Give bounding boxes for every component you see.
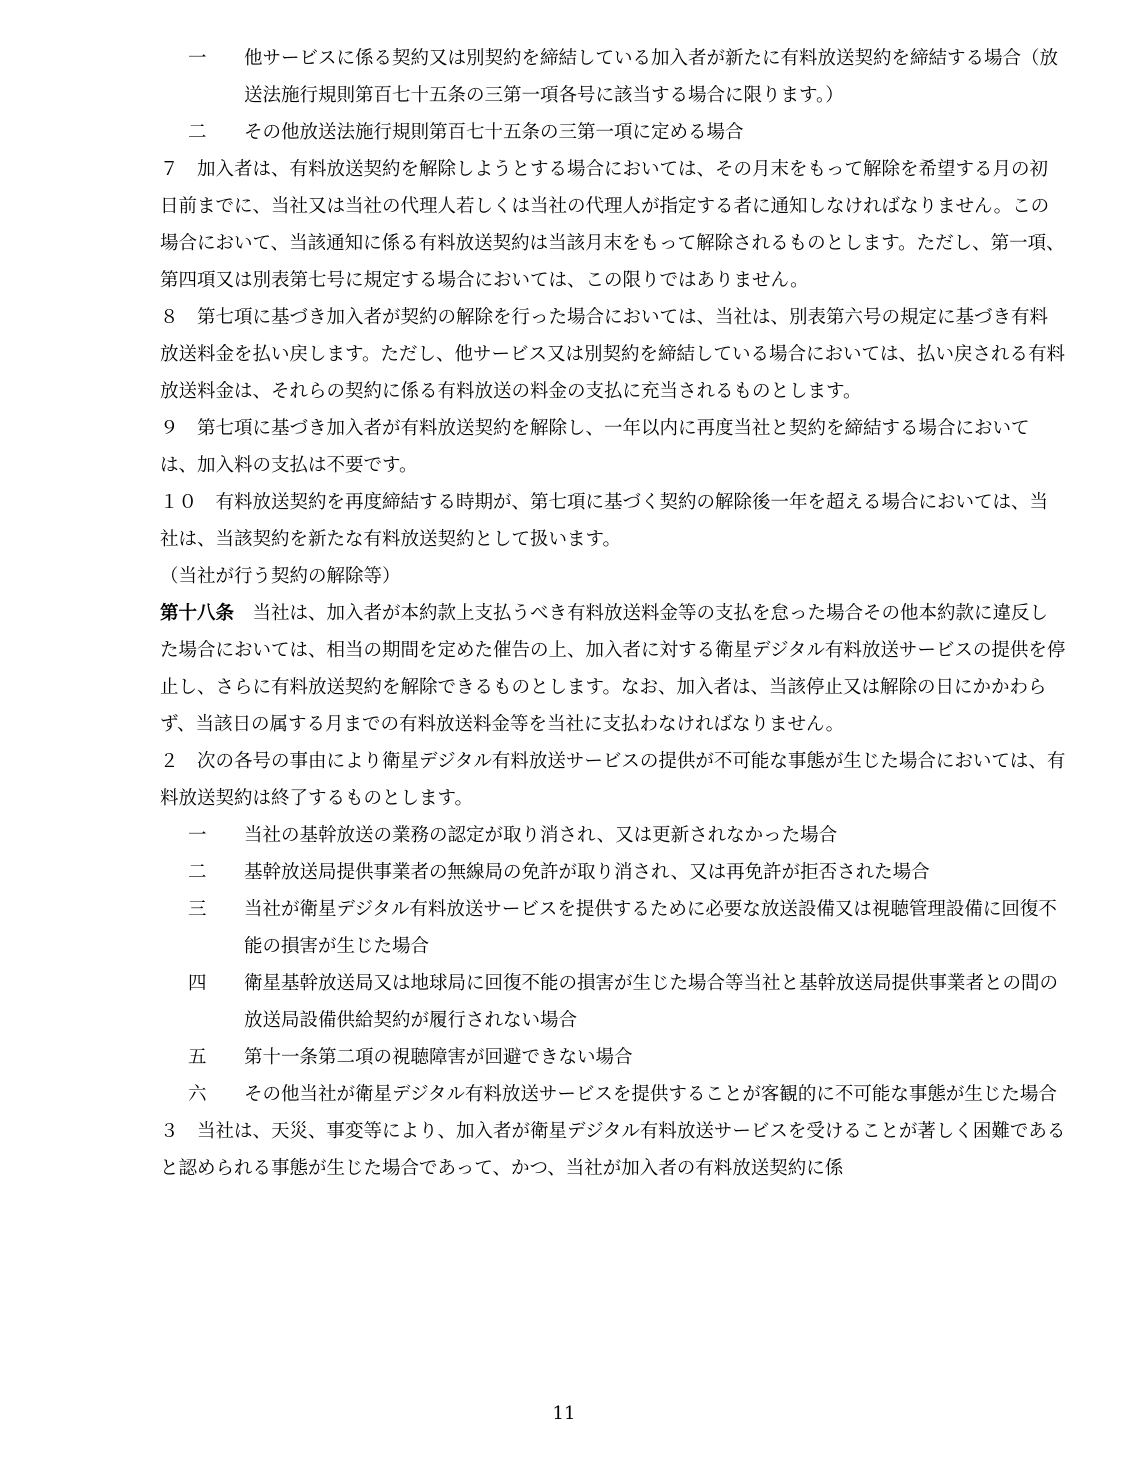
section-heading: （当社が行う契約の解除等） (160, 566, 401, 587)
item-number: 五 (188, 1047, 207, 1068)
paragraph-2: ２ 次の各号の事由により衛星デジタル有料放送サービスの提供が不可能な事態が生じた場合においては、有料放送契約は終了するものとします。 (160, 751, 1066, 809)
item-number: 四 (188, 973, 207, 994)
list-item (160, 854, 1066, 891)
article-18 (160, 595, 1066, 743)
page-number: 11 (552, 1403, 576, 1424)
item-number: 二 (188, 862, 207, 883)
paragraph-7: ７ 加入者は、有料放送契約を解除しようとする場合においては、その月末をもって解除を希望する月の初日前までに、当社又は当社の代理人若しくは当社の代理人が指定する者に通知しなければなりません。この場合において、当該通知に係る有料放送契約は当該月末をもって解除されるものとします。ただし、第一項、第四項又は別表第七号に規定する場合においては、この限りではありません。 (160, 159, 1065, 291)
document-body (160, 40, 1066, 1187)
list-item (160, 1039, 1066, 1076)
item-text: 当社が衛星デジタル有料放送サービスを提供するために必要な放送設備又は視聴管理設備に回復不能の損害が生じた場合 (244, 899, 1057, 957)
list-item (160, 114, 1066, 151)
article-label: 第十八条 (160, 603, 235, 624)
item-text: その他当社が衛星デジタル有料放送サービスを提供することが客観的に不可能な事態が生じた場合 (244, 1084, 1057, 1105)
item-text: 衛星基幹放送局又は地球局に回復不能の損害が生じた場合等当社と基幹放送局提供事業者との間の放送局設備供給契約が履行されない場合 (244, 973, 1059, 1031)
list-item (160, 1076, 1066, 1113)
item-text: 他サービスに係る契約又は別契約を締結している加入者が新たに有料放送契約を締結する場合（放送法施行規則第百七十五条の三第一項各号に該当する場合に限ります。） (244, 48, 1059, 106)
paragraph-10: １０ 有料放送契約を再度締結する時期が、第七項に基づく契約の解除後一年を超える場合においては、当社は、当該契約を新たな有料放送契約として扱います。 (160, 492, 1049, 550)
item-text: その他放送法施行規則第百七十五条の三第一項に定める場合 (244, 122, 744, 143)
list-item (160, 965, 1066, 1039)
paragraph-9: ９ 第七項に基づき加入者が有料放送契約を解除し、一年以内に再度当社と契約を締結する場合においては、加入料の支払は不要です。 (160, 418, 1030, 476)
article-text: 当社は、加入者が本約款上支払うべき有料放送料金等の支払を怠った場合その他本約款に違反した場合においては、相当の期間を定めた催告の上、加入者に対する衛星デジタル有料放送サービスの提供を停止し、さらに有料放送契約を解除できるものとします。なお、加入者は、当該停止又は解除の日にかかわらず、当該日の属する月までの有料放送料金等を当社に支払わなければなりません。 (160, 603, 1066, 735)
item-text: 基幹放送局提供事業者の無線局の免許が取り消され、又は再免許が拒否された場合 (244, 862, 930, 883)
item-number: 六 (188, 1084, 207, 1105)
list-item (160, 891, 1066, 965)
item-text: 第十一条第二項の視聴障害が回避できない場合 (244, 1047, 633, 1068)
item-text: 当社の基幹放送の業務の認定が取り消され、又は更新されなかった場合 (244, 825, 838, 846)
item-number: 一 (188, 825, 207, 846)
list-item (160, 40, 1066, 114)
paragraph-8: ８ 第七項に基づき加入者が契約の解除を行った場合においては、当社は、別表第六号の規定に基づき有料放送料金を払い戻します。ただし、他サービス又は別契約を締結している場合においては、払い戻される有料放送料金は、それらの契約に係る有料放送の料金の支払に充当されるものとします。 (160, 307, 1066, 402)
paragraph-3: ３ 当社は、天災、事変等により、加入者が衛星デジタル有料放送サービスを受けることが著しく困難であると認められる事態が生じた場合であって、かつ、当社が加入者の有料放送契約に係 (160, 1121, 1066, 1179)
list-item (160, 817, 1066, 854)
item-number: 一 (188, 48, 207, 69)
item-number: 三 (188, 899, 207, 920)
item-number: 二 (188, 122, 207, 143)
